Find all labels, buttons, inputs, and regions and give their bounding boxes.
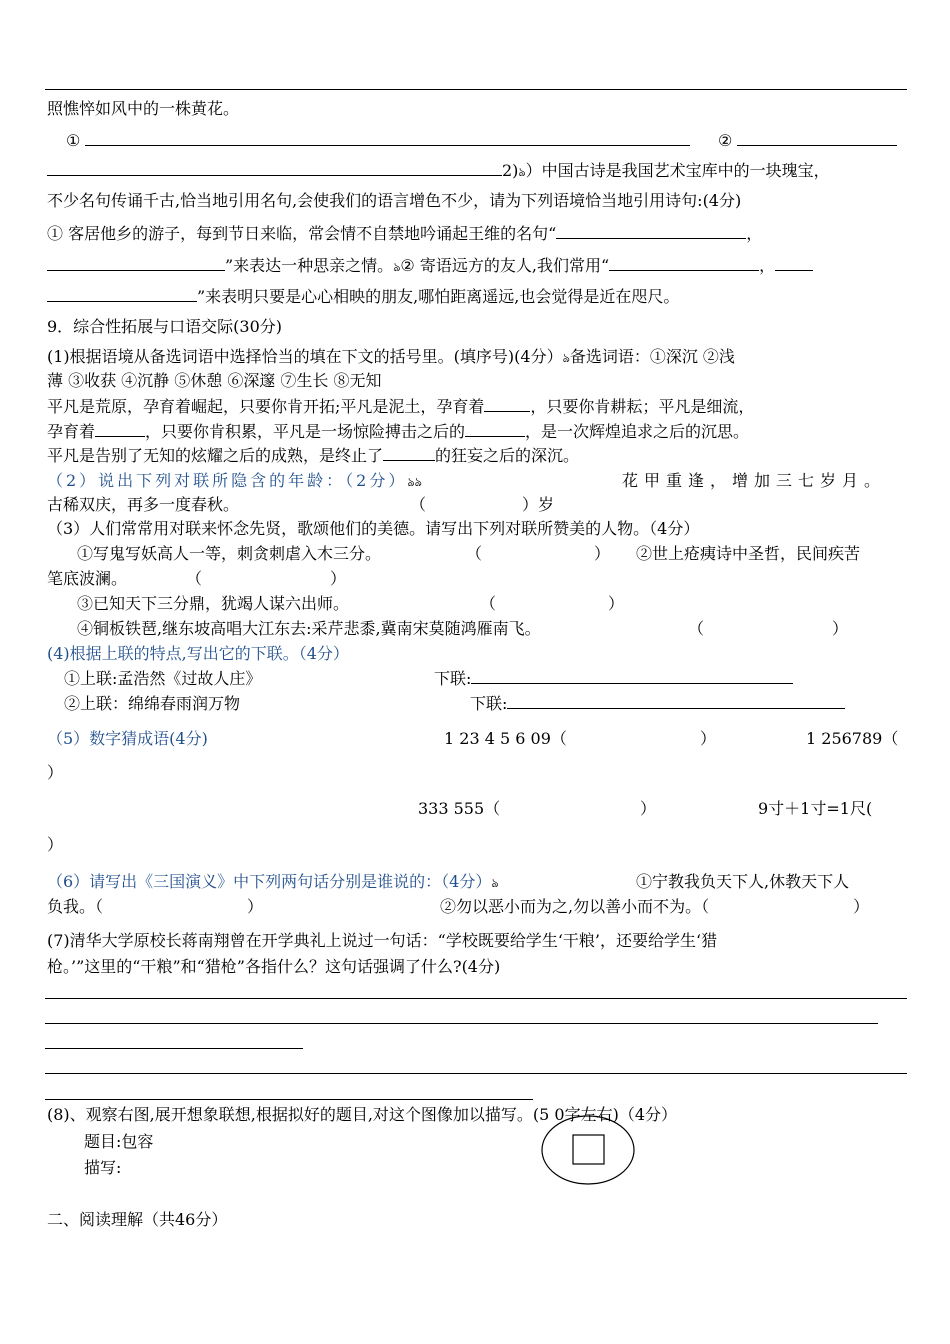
q9-1-para-l3 <box>47 445 906 467</box>
blank-row-1 <box>66 130 690 152</box>
mark-glyph: ঌ <box>562 351 570 365</box>
q9-1-para-l2 <box>47 421 906 443</box>
q9-5-n3-end <box>640 798 656 820</box>
q9-3-title <box>47 518 906 540</box>
q9-7-line2 <box>47 956 906 978</box>
q9-1-line1 <box>47 346 906 369</box>
answer-line-4[interactable] <box>45 1073 907 1074</box>
blank-row-2 <box>718 130 897 152</box>
q9-5-n2 <box>806 728 898 750</box>
q9-1-options-a: 备选词语：①深沉 ②浅 <box>569 347 735 366</box>
q9-5-n1-end <box>700 728 716 750</box>
q9-5-n3 <box>418 798 500 820</box>
mark-glyph: ঌ <box>518 165 526 179</box>
upper-couplet-2: ②上联：绵绵春雨润万物 <box>64 694 241 713</box>
lower-couplet-blank-2[interactable] <box>507 708 845 709</box>
q9-4-item2-answer <box>470 693 845 715</box>
answer-line-5[interactable] <box>45 1099 533 1100</box>
q9-3-instruction: （3）人们常常用对联来怀念先贤，歌颂他们的美德。请写出下列对联所赞美的人物。（4分） <box>47 519 700 538</box>
q9-8-topic <box>84 1131 153 1153</box>
q9-6-line2 <box>47 896 263 918</box>
q9-5-n4-end <box>47 834 63 856</box>
q9-8-instruction: (8)、观察右图,展开想象联想,根据拟好的题目,对这个图像加以描写。(5 0字左右)（4分） <box>47 1105 678 1124</box>
number-puzzle-2-close: ） <box>47 763 64 782</box>
q9-2-couplet-2 <box>47 494 239 516</box>
number-puzzle-1-close: ） <box>700 729 717 748</box>
q8-2-line2 <box>47 190 906 212</box>
q9-5-title <box>47 728 208 750</box>
reading-section-heading: 二、阅读理解（共46分） <box>47 1210 228 1229</box>
poem-blank-4[interactable] <box>47 301 197 302</box>
q9-3-item3-blank <box>480 593 624 615</box>
q9-4-item2 <box>64 693 240 715</box>
person-blank-2[interactable]: （ ） <box>186 569 347 588</box>
blank-label-1: ① <box>66 131 81 150</box>
item3-couplet: ③已知天下三分鼎，犹竭人谋六出师。 <box>77 594 350 613</box>
mark-glyph: ঌ <box>393 260 401 274</box>
fill-blank-1[interactable] <box>484 411 530 412</box>
q9-5-instruction: （5）数字猜成语(4分) <box>47 729 208 748</box>
lower-couplet-blank-1[interactable] <box>471 683 793 684</box>
q9-1-para-l1 <box>47 396 906 418</box>
item2-text: ② 寄语远方的友人,我们常用“ <box>400 256 610 275</box>
lower-couplet-label-2: 下联: <box>470 694 508 713</box>
person-blank-4[interactable]: （ ） <box>688 619 849 638</box>
lower-couplet-label-1: 下联: <box>434 669 472 688</box>
para-l1-a: 平凡是荒原，孕育着崛起，只要你肯开拓;平凡是泥土，孕育着 <box>47 397 485 416</box>
quote-1: ①宁教我负天下人,休教天下人 <box>636 872 850 891</box>
upper-couplet-1: ①上联:孟浩然《过故人庄》 <box>64 669 262 688</box>
number-puzzle-3-close: ） <box>640 799 657 818</box>
q9-3-item4 <box>77 618 541 640</box>
outer-circle <box>542 1116 634 1184</box>
q9-title <box>47 316 906 338</box>
para-l2-a: 孕育着 <box>47 422 96 441</box>
q9-6-instruction: （6）请写出《三国演义》中下列两句话分别是谁说的：（4分） <box>47 872 492 891</box>
q8-2-first-line <box>47 160 830 183</box>
mark-glyph: ঌ <box>491 876 499 890</box>
q8-2-instruction: 不少名句传诵千古,恰当地引用名句,会使我们的语言增色不少，请为下列语境恰当地引用诗句:(4分) <box>47 191 742 210</box>
person-blank-1[interactable]: （ ） <box>466 544 611 563</box>
couplet-line-2: 古稀双庆，再多一度春秋。 <box>47 495 240 514</box>
quote-1-end: 负我。（ ） <box>47 897 264 916</box>
q8-2-item1 <box>47 223 906 245</box>
composition-title: 题目:包容 <box>84 1132 154 1151</box>
answer-blank-1[interactable] <box>85 145 690 146</box>
poem-blank-2[interactable] <box>47 270 225 271</box>
fill-blank-4[interactable] <box>383 460 435 461</box>
continued-line <box>47 98 906 120</box>
q9-3-item2 <box>636 543 860 565</box>
q8-2-item2-cont <box>47 286 906 308</box>
top-divider <box>45 89 907 90</box>
mark-glyph: ঌঌ <box>407 475 422 489</box>
item2-couplet-b: 笔底波澜。 <box>47 569 128 588</box>
q9-7-text-a: (7)清华大学原校长蒋南翔曾在开学典礼上说过一句话：“学校既要给学生‘干粮’，还要给学生‘猎 <box>47 931 718 950</box>
section-2-title <box>47 1209 227 1231</box>
item1-couplet: ①写鬼写妖高人一等，刺贪刺虐入木三分。 <box>77 544 382 563</box>
para-l1-b: ，只要你肯耕耘；平凡是细流， <box>530 397 755 416</box>
poem-blank-3[interactable] <box>609 270 759 271</box>
fill-blank-2[interactable] <box>95 436 145 437</box>
answer-blank-3[interactable] <box>47 175 502 176</box>
q9-2-instruction: （2）说出下列对联所隐含的年龄：（2分） <box>47 471 408 490</box>
q9-3-item3 <box>77 593 349 615</box>
poem-blank-1[interactable] <box>556 238 746 239</box>
item2-end: ”来表明只要是心心相映的朋友,哪怕距离遥远,也会觉得是近在咫尺。 <box>197 287 680 306</box>
q9-3-item4-blank <box>688 618 848 640</box>
para-l3-a: 平凡是告别了无知的炫耀之后的成熟，是终止了 <box>47 446 384 465</box>
number-puzzle-2: 1 256789（ <box>806 729 899 748</box>
q9-5-n4 <box>758 798 872 820</box>
para-l3-b: 的狂妄之后的深沉。 <box>435 446 580 465</box>
q9-2-line1 <box>47 470 422 493</box>
q8-2-number: 2) <box>502 161 519 180</box>
blank-label-2: ② <box>718 131 733 150</box>
answer-blank-2[interactable] <box>737 145 897 146</box>
q9-7-text-b: 枪。’”这里的“干粮”和“猎枪”各指什么？这句话强调了什么?(4分) <box>47 957 501 976</box>
q9-1-options-b: 薄 ③收获 ④沉静 ⑤休憩 ⑥深邃 ⑦生长 ⑧无知 <box>47 371 382 390</box>
answer-line-2[interactable] <box>45 1023 878 1024</box>
item1-text: ① 客居他乡的游子，每到节日来临，常会情不自禁地吟诵起王维的名句“ <box>47 224 557 243</box>
q9-3-item2-blank <box>186 568 346 590</box>
poem-blank-4a[interactable] <box>775 270 813 271</box>
number-puzzle-4: 9寸＋1寸=1尺( <box>758 799 873 818</box>
q9-3-item1 <box>77 543 381 565</box>
answer-line-3[interactable] <box>45 1048 303 1049</box>
q9-3-item2-cont <box>47 568 127 590</box>
item1-comma: ， <box>746 224 763 243</box>
person-blank-3[interactable]: （ ） <box>480 594 625 613</box>
answer-line-1[interactable] <box>45 998 907 999</box>
item1-end: ”来表达一种思亲之情。 <box>225 256 394 275</box>
para-l2-b: ，只要你肯积累，平凡是一场惊险搏击之后的 <box>145 422 466 441</box>
q9-3-item1-blank <box>466 543 610 565</box>
q9-1-line2 <box>47 370 906 392</box>
q9-2-couplet-1 <box>622 470 886 492</box>
para-l2-c: ，是一次辉煌追求之后的沉思。 <box>525 422 750 441</box>
q9-2-answer <box>410 494 554 516</box>
circle-with-square-figure <box>540 1114 636 1186</box>
q9-4-title <box>47 643 906 665</box>
q9-6-quote2 <box>440 896 869 918</box>
number-puzzle-1: 1 23 4 5 6 09（ <box>444 729 567 748</box>
q9-4-item1-answer <box>434 668 793 690</box>
q9-8-title <box>47 1104 906 1126</box>
q9-4-item1 <box>64 668 261 690</box>
age-answer-blank[interactable]: （ ）岁 <box>410 495 555 514</box>
number-puzzle-3: 333 555（ <box>418 799 501 818</box>
item4-couplet: ④铜板铁琶,继东坡高唱大江东去:采芹悲黍,冀南宋莫随鸿雁南飞。 <box>77 619 541 638</box>
q9-6-line1 <box>47 871 499 894</box>
q8-2-intro: ）中国古诗是我国艺术宝库中的一块瑰宝， <box>525 161 830 180</box>
inner-square <box>573 1135 604 1164</box>
q9-5-n2-end <box>47 762 63 784</box>
q9-4-instruction: (4)根据上联的特点,写出它的下联。（4分） <box>47 644 349 663</box>
item2-couplet-a: ②世上疮痍诗中圣哲，民间疾苦 <box>636 544 861 563</box>
description-label: 描写: <box>84 1158 122 1177</box>
q9-6-quote1 <box>636 871 849 893</box>
q9-heading: 9．综合性拓展与口语交际(30分) <box>47 317 283 336</box>
continued-text: 照憔悴如风中的一株黄花。 <box>47 99 240 118</box>
item2-comma: ， <box>759 256 776 275</box>
q9-8-desc <box>84 1157 121 1179</box>
fill-blank-3[interactable] <box>465 436 525 437</box>
q9-7-line1 <box>47 930 906 952</box>
q9-5-n1 <box>444 728 567 750</box>
couplet-line-1: 花甲重逢，增加三七岁月。 <box>622 471 887 490</box>
quote-2: ②勿以恶小而为之,勿以善小而不为。（ ） <box>440 897 870 916</box>
q8-2-item1-cont <box>47 255 906 278</box>
q9-1-instruction: (1)根据语境从备选词语中选择恰当的填在下文的括号里。(填序号)(4分） <box>47 347 563 366</box>
number-puzzle-4-close: ） <box>47 835 64 854</box>
